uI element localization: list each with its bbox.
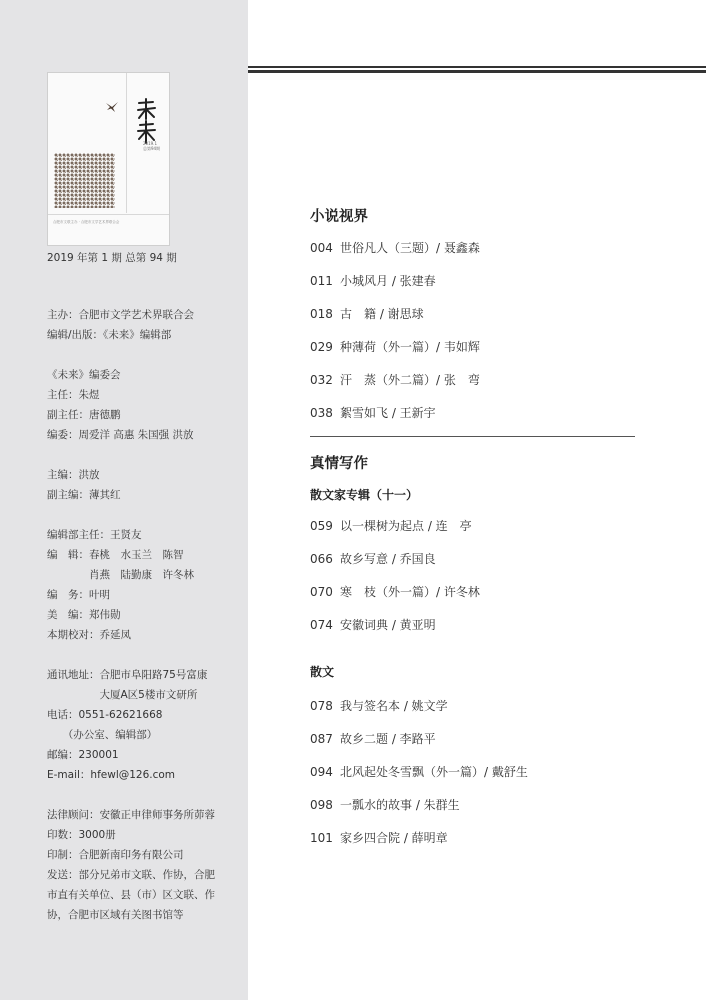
info-line: 编 辑：春桃 水玉兰 陈智 [47, 549, 184, 561]
entry-title: 古 籍 / 谢思球 [340, 307, 424, 321]
info-line: （办公室、编辑部） [47, 729, 158, 741]
cover-divider-horizontal [48, 214, 170, 215]
page-number: 101 [310, 831, 333, 845]
info-line: 协，合肥市区域有关图书馆等 [47, 909, 184, 921]
page-number: 018 [310, 307, 333, 321]
info-line: 本期校对：乔延凤 [47, 629, 131, 641]
cover-divider-vertical [126, 73, 127, 213]
page-number: 038 [310, 406, 333, 420]
entry-title: 故乡写意 / 乔国良 [340, 552, 436, 566]
header-rule [248, 66, 706, 73]
cover-issue-label: 2019.1 总第94期 [143, 141, 161, 151]
toc-entry[interactable] [310, 730, 436, 747]
toc-entry[interactable] [310, 583, 480, 600]
toc-entry[interactable] [310, 796, 460, 813]
entry-title: 我与签名本 / 姚文学 [340, 699, 448, 713]
page-number: 029 [310, 340, 333, 354]
info-line: 印制：合肥新南印务有限公司 [47, 849, 184, 861]
page-number: 078 [310, 699, 333, 713]
entry-title: 故乡二题 / 李路平 [340, 732, 436, 746]
info-line: 编辑部主任：王贤友 [47, 529, 142, 541]
toc-entry[interactable] [310, 697, 448, 714]
info-line: 编委：周爱洋 高惠 朱国强 洪放 [47, 429, 194, 441]
info-line: 主编：洪放 [47, 469, 100, 481]
page-number: 070 [310, 585, 333, 599]
toc-entry[interactable] [310, 517, 472, 534]
entry-title: 寒 枝（外一篇）/ 许冬林 [340, 585, 480, 599]
sidebar [0, 0, 248, 1000]
swallow-icon [105, 101, 119, 113]
page-number: 004 [310, 241, 333, 255]
subsection-title: 散文家专辑（十一） [310, 488, 419, 502]
cover-footer: 合肥市文联主办 · 合肥市文学艺术界联合会 [53, 220, 120, 224]
toc-entry[interactable] [310, 305, 424, 322]
entry-title: 北风起处冬雪飘（外一篇）/ 戴舒生 [340, 765, 528, 779]
info-line: 副主编：薄其红 [47, 489, 121, 501]
entry-title: 一瓢水的故事 / 朱群生 [340, 798, 460, 812]
toc-entry[interactable] [310, 616, 436, 633]
entry-title: 家乡四合院 / 薛明章 [340, 831, 448, 845]
page-number: 032 [310, 373, 333, 387]
info-line: 法律顾问：安徽正申律师事务所茆蓉 [47, 809, 215, 821]
entry-title: 种薄荷（外一篇）/ 韦如辉 [340, 340, 480, 354]
entry-title: 以一棵树为起点 / 连 亭 [340, 519, 472, 533]
cover-pattern [54, 153, 115, 208]
toc-entry[interactable] [310, 272, 436, 289]
info-line: 大厦A区5楼市文研所 [47, 689, 198, 701]
page-number: 059 [310, 519, 333, 533]
issue-number: 2019 年第 1 期 总第 94 期 [47, 252, 177, 264]
info-line: 肖燕 陆勤康 许冬林 [47, 569, 194, 581]
toc-entry[interactable] [310, 371, 480, 388]
section-divider [310, 436, 635, 437]
calligraphy-title [135, 97, 159, 145]
info-line: 编 务：叶明 [47, 589, 110, 601]
page-number: 074 [310, 618, 333, 632]
entry-title: 汗 蒸（外二篇）/ 张 弯 [340, 373, 480, 387]
info-line: 市直有关单位、县（市）区文联、作 [47, 889, 215, 901]
info-line: 副主任：唐德鹏 [47, 409, 121, 421]
toc-entry[interactable] [310, 239, 480, 256]
page-number: 087 [310, 732, 333, 746]
toc-entry[interactable] [310, 338, 480, 355]
info-line: 主办：合肥市文学艺术界联合会 [47, 309, 194, 321]
cover-thumbnail [47, 72, 170, 246]
entry-title: 絮雪如飞 / 王新宇 [340, 406, 436, 420]
info-line: 电话：0551-62621668 [47, 709, 163, 721]
info-line: 《未来》编委会 [47, 369, 121, 381]
toc-entry[interactable] [310, 829, 448, 846]
info-line: 发送：部分兄弟市文联、作协，合肥 [47, 869, 215, 881]
page-number: 011 [310, 274, 333, 288]
info-line: 通讯地址：合肥市阜阳路75号富康 [47, 669, 208, 681]
page-number: 066 [310, 552, 333, 566]
page-number: 098 [310, 798, 333, 812]
toc-entry[interactable] [310, 763, 528, 780]
info-line: 编辑/出版：《未来》编辑部 [47, 329, 172, 341]
info-line: 印数：3000册 [47, 829, 116, 841]
subsection-title: 散文 [310, 665, 335, 679]
section-title: 小说视界 [310, 208, 368, 225]
page-number: 094 [310, 765, 333, 779]
entry-title: 安徽词典 / 黄亚明 [340, 618, 436, 632]
info-line: 美 编：郑伟勋 [47, 609, 121, 621]
toc-entry[interactable] [310, 550, 436, 567]
toc-entry[interactable] [310, 404, 436, 421]
entry-title: 小城风月 / 张建春 [340, 274, 436, 288]
info-line: 主任：朱煜 [47, 389, 100, 401]
entry-title: 世俗凡人（三题）/ 聂鑫森 [340, 241, 480, 255]
info-line: E-mail：hfewl@126.com [47, 769, 176, 781]
info-line: 邮编：230001 [47, 749, 119, 761]
section-title: 真情写作 [310, 455, 368, 472]
